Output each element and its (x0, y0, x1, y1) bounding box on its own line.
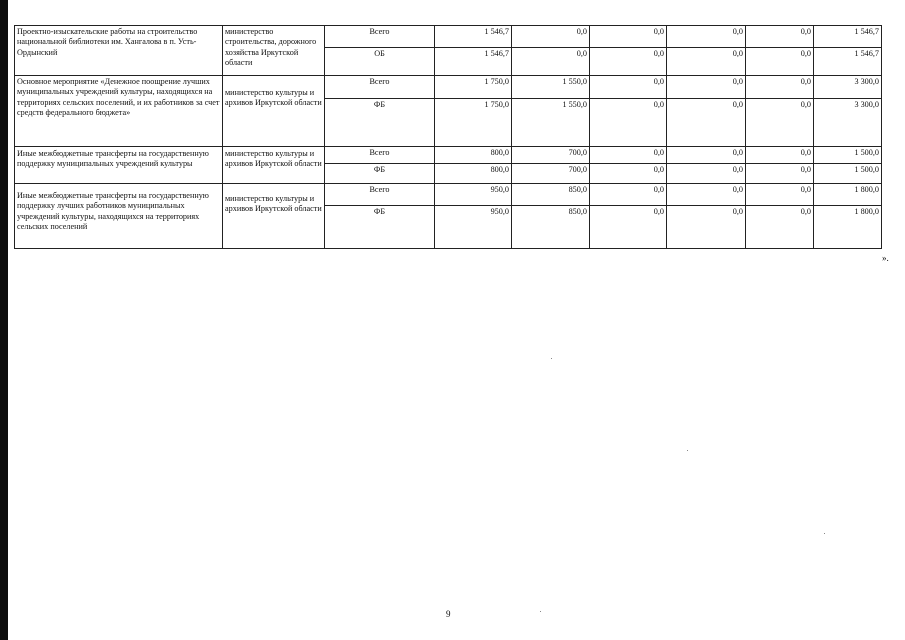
value-cell: 0,0 (667, 147, 746, 164)
funding-source: ОБ (325, 48, 435, 76)
value-cell: 850,0 (512, 184, 590, 206)
scan-speck (824, 533, 825, 534)
value-cell: 0,0 (667, 206, 746, 249)
closing-quote: ». (882, 253, 889, 263)
value-cell: 0,0 (590, 164, 667, 184)
value-cell: 1 750,0 (435, 99, 512, 147)
value-cell: 1 550,0 (512, 99, 590, 147)
value-cell: 0,0 (590, 99, 667, 147)
total-cell: 1 800,0 (814, 206, 882, 249)
value-cell: 950,0 (435, 206, 512, 249)
page-number: 9 (446, 609, 451, 619)
funding-source: ФБ (325, 164, 435, 184)
funding-source: Всего (325, 147, 435, 164)
table-row (15, 76, 882, 99)
scan-speck (540, 611, 541, 612)
value-cell: 0,0 (667, 26, 746, 48)
value-cell: 0,0 (590, 147, 667, 164)
scan-speck (551, 358, 552, 359)
total-cell: 1 500,0 (814, 164, 882, 184)
value-cell: 0,0 (590, 26, 667, 48)
value-cell: 950,0 (435, 184, 512, 206)
value-cell: 0,0 (746, 99, 814, 147)
value-cell: 0,0 (746, 26, 814, 48)
value-cell: 800,0 (435, 164, 512, 184)
scan-speck (687, 450, 688, 451)
measure-description: Иные межбюджетные трансферты на государственную поддержку лучших работников муниципальных учреждений культуры, находящихся на территориях сельских поселений (15, 184, 223, 249)
total-cell: 3 300,0 (814, 76, 882, 99)
value-cell: 1 750,0 (435, 76, 512, 99)
value-cell: 0,0 (512, 26, 590, 48)
responsible-executor: министерство строительства, дорожного хозяйства Иркутской области (223, 26, 325, 76)
total-cell: 1 546,7 (814, 26, 882, 48)
measure-description: Проектно-изыскательские работы на строительство национальной библиотеки им. Хангалова в п. Усть-Ордынский (15, 26, 223, 76)
responsible-executor: министерство культуры и архивов Иркутской области (223, 147, 325, 184)
value-cell: 0,0 (590, 76, 667, 99)
scan-left-edge (0, 0, 8, 640)
value-cell: 800,0 (435, 147, 512, 164)
value-cell: 0,0 (667, 48, 746, 76)
value-cell: 0,0 (746, 76, 814, 99)
value-cell: 0,0 (746, 48, 814, 76)
measure-description: Основное мероприятие «Денежное поощрение лучших муниципальных учреждений культуры, находящихся на территориях сельских поселений, и их работников за счет средств федерального бюджета» (15, 76, 223, 147)
funding-source: Всего (325, 184, 435, 206)
value-cell: 1 546,7 (435, 48, 512, 76)
value-cell: 0,0 (746, 206, 814, 249)
value-cell: 0,0 (590, 206, 667, 249)
funding-source: ФБ (325, 206, 435, 249)
value-cell: 0,0 (512, 48, 590, 76)
funding-source: Всего (325, 26, 435, 48)
responsible-executor: министерство культуры и архивов Иркутской области (223, 76, 325, 147)
value-cell: 0,0 (667, 184, 746, 206)
value-cell: 0,0 (590, 48, 667, 76)
value-cell: 0,0 (746, 164, 814, 184)
measure-description: Иные межбюджетные трансферты на государственную поддержку муниципальных учреждений культуры (15, 147, 223, 184)
value-cell: 0,0 (667, 99, 746, 147)
total-cell: 1 546,7 (814, 48, 882, 76)
value-cell: 0,0 (746, 147, 814, 164)
value-cell: 0,0 (667, 164, 746, 184)
value-cell: 0,0 (667, 76, 746, 99)
value-cell: 1 550,0 (512, 76, 590, 99)
total-cell: 1 500,0 (814, 147, 882, 164)
budget-table (14, 25, 882, 249)
table-row (15, 26, 882, 48)
total-cell: 3 300,0 (814, 99, 882, 147)
value-cell: 700,0 (512, 147, 590, 164)
value-cell: 0,0 (590, 184, 667, 206)
value-cell: 1 546,7 (435, 26, 512, 48)
responsible-executor: министерство культуры и архивов Иркутской области (223, 184, 325, 249)
funding-source: Всего (325, 76, 435, 99)
funding-source: ФБ (325, 99, 435, 147)
total-cell: 1 800,0 (814, 184, 882, 206)
table-row (15, 147, 882, 164)
table-row (15, 184, 882, 206)
value-cell: 700,0 (512, 164, 590, 184)
value-cell: 0,0 (746, 184, 814, 206)
value-cell: 850,0 (512, 206, 590, 249)
